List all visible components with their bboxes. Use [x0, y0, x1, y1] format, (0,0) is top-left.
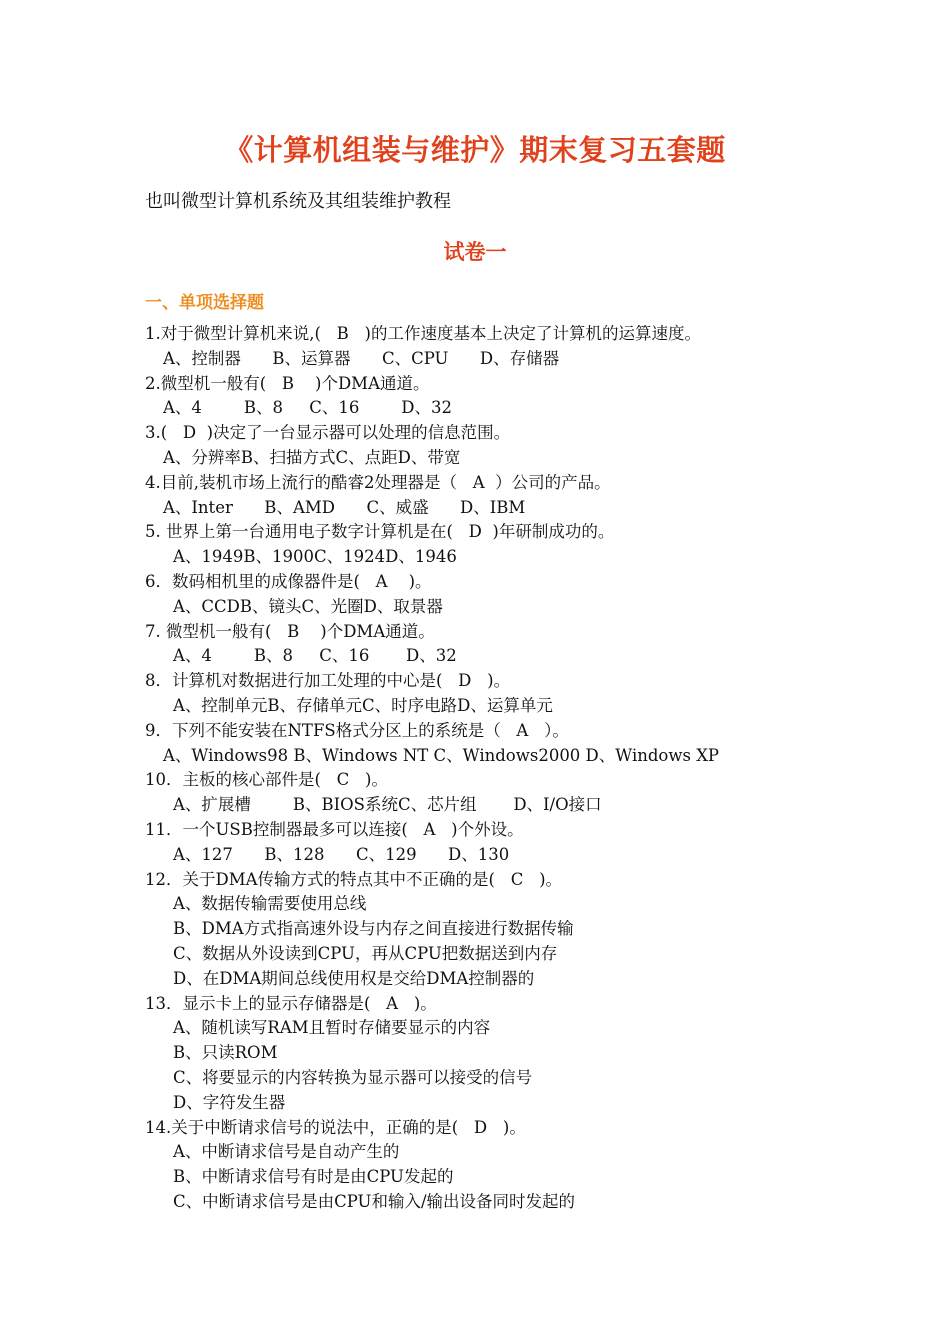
- question-text: 13．显示卡上的显示存储器是( A )。: [145, 993, 437, 1013]
- question-option: C、中断请求信号是由CPU和输入/输出设备同时发起的: [173, 1191, 576, 1211]
- question-option: B、只读ROM: [173, 1043, 278, 1063]
- question-option: A、数据传输需要使用总线: [173, 894, 367, 914]
- question-text: 7. 微型机一般有( B )个DMA通道。: [145, 621, 435, 641]
- question-option: D、字符发生器: [173, 1092, 286, 1112]
- question-option: A、CCDB、镜头C、光圈D、取景器: [173, 596, 443, 616]
- question-text: 8．计算机对数据进行加工处理的中心是( D )。: [145, 671, 511, 691]
- question-option: D、在DMA期间总线使用权是交给DMA控制器的: [173, 968, 535, 988]
- question-text: 11．一个USB控制器最多可以连接( A )个外设。: [145, 819, 524, 839]
- question-text: 4.目前,装机市场上流行的酷睿2处理器是（ A ）公司的产品。: [145, 472, 611, 492]
- question-option: A、Windows98 B、Windows NT C、Windows2000 D、Windows XP: [163, 745, 720, 765]
- question-option: C、数据从外设读到CPU，再从CPU把数据送到内存: [173, 943, 558, 963]
- question-option: A、中断请求信号是自动产生的: [173, 1142, 400, 1162]
- section-title: 一、单项选择题: [145, 293, 264, 313]
- question-text: 2.微型机一般有( B )个DMA通道。: [145, 373, 430, 393]
- question-option: A、4 B、8 C、16 D、32: [173, 646, 457, 666]
- question-option: A、Inter B、AMD C、威盛 D、IBM: [163, 497, 526, 517]
- question-list: [145, 322, 845, 1215]
- question-option: A、控制器 B、运算器 C、CPU D、存储器: [163, 348, 560, 368]
- question-option: A、扩展槽 B、BIOS系统C、芯片组 D、I/O接口: [173, 795, 602, 815]
- question-option: B、DMA方式指高速外设与内存之间直接进行数据传输: [173, 919, 574, 939]
- question-option: C、将要显示的内容转换为显示器可以接受的信号: [173, 1067, 533, 1087]
- question-option: A、随机读写RAM且暂时存储要显示的内容: [173, 1018, 491, 1038]
- question-text: 14.关于中断请求信号的说法中，正确的是( D )。: [145, 1117, 526, 1137]
- question-text: 6．数码相机里的成像器件是( A )。: [145, 571, 432, 591]
- question-option: A、4 B、8 C、16 D、32: [163, 398, 453, 418]
- question-text: 5. 世界上第一台通用电子数字计算机是在( D )年研制成功的。: [145, 522, 615, 542]
- question-text: 12．关于DMA传输方式的特点其中不正确的是( C )。: [145, 869, 563, 889]
- question-option: A、1949B、1900C、1924D、1946: [173, 547, 457, 567]
- question-option: A、127 B、128 C、129 D、130: [173, 844, 510, 864]
- question-option: A、控制单元B、存储单元C、时序电路D、运算单元: [173, 695, 553, 715]
- question-option: A、分辨率B、扫描方式C、点距D、带宽: [163, 447, 461, 467]
- question-text: 1.对于微型计算机来说,( B )的工作速度基本上决定了计算机的运算速度。: [145, 324, 701, 343]
- question-text: 10．主板的核心部件是( C )。: [145, 770, 388, 790]
- question-text: 9．下列不能安装在NTFS格式分区上的系统是（ A ）。: [145, 720, 569, 740]
- paper-title: 试卷一: [443, 240, 507, 264]
- question-text: 3.( D )决定了一台显示器可以处理的信息范围。: [145, 423, 511, 443]
- question-option: B、中断请求信号有时是由CPU发起的: [173, 1167, 454, 1187]
- document-subtitle: 也叫微型计算机系统及其组装维护教程: [145, 191, 451, 212]
- document-title: 《计算机组装与维护》期末复习五套题: [224, 133, 726, 167]
